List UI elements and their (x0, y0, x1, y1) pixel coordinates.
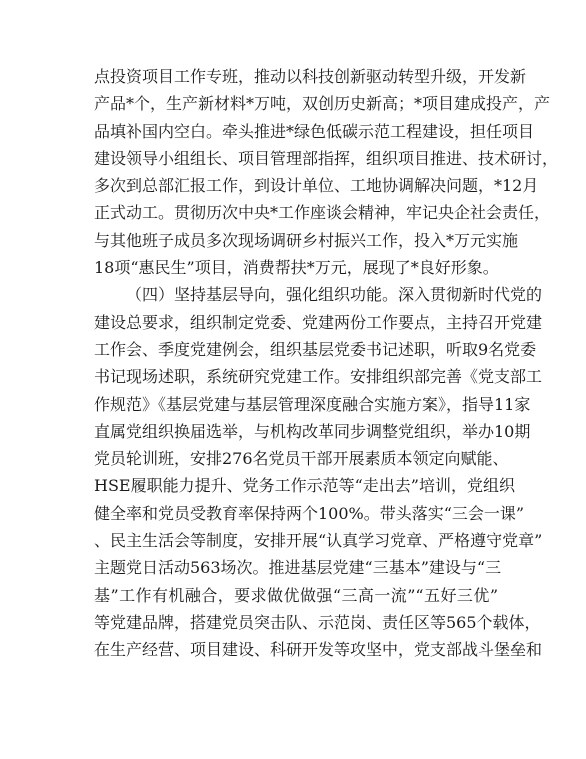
text-line: 与其他班子成员多次现场调研乡村振兴工作，投入*万元实施 (94, 230, 519, 250)
body-text (94, 63, 559, 664)
text-line: 工作会、季度党建例会，组织基层党委书记述职，听取9名党委 (94, 339, 537, 359)
text-line: 作规范》《基层党建与基层管理深度融合实施方案》，指导11家 (94, 394, 531, 414)
text-line: 正式动工。贯彻历次中央*工作座谈会精神，牢记央企社会责任， (94, 203, 551, 223)
text-line: 在生产经营、项目建设、科研开发等攻坚中，党支部战斗堡垒和 (94, 640, 543, 660)
text-line: 建设总要求，组织制定党委、党建两份工作要点，主持召开党建 (94, 312, 543, 332)
text-line: 建设领导小组组长、项目管理部指挥，组织项目推进、技术研讨， (94, 148, 559, 168)
text-line: 18项“惠民生”项目，消费帮扶*万元，展现了*良好形象。 (94, 258, 499, 278)
text-line: 健全率和党员受教育率保持两个100%。带头落实“三会一课” (94, 503, 525, 523)
text-line: 点投资项目工作专班，推动以科技创新驱动转型升级，开发新 (94, 67, 527, 86)
text-line: 主题党日活动563场次。推进基层党建“三基本”建设与“三 (94, 558, 502, 578)
text-line: 产品*个，生产新材料*万吨，双创历史新高；*项目建成投产，产 (94, 94, 551, 114)
text-line: 直属党组织换届选举，与机构改革同步调整党组织，举办10期 (94, 421, 531, 441)
text-line: 多次到总部汇报工作，到设计单位、工地协调解决问题，*12月 (94, 176, 539, 196)
section-heading-line: （四）坚持基层导向，强化组织功能。深入贯彻新时代党的 (126, 285, 543, 305)
text-line: HSE履职能力提升、党务工作示范等“走出去”培训，党组织 (94, 476, 515, 496)
text-line: 党员轮训班，安排276名党员干部开展素质本领定向赋能、 (94, 449, 509, 469)
text-line: 品填补国内空白。牵头推进*绿色低碳示范工程建设，担任项目 (94, 121, 535, 141)
text-line: 、民主生活会等制度，安排开展“认真学习党章、严格遵守党章” (94, 531, 543, 551)
text-line: 基”工作有机融合，要求做优做强“三高一流”“五好三优” (94, 585, 498, 605)
text-line: 书记现场述职，系统研究党建工作。安排组织部完善《党支部工 (94, 367, 543, 387)
text-line: 等党建品牌，搭建党员突击队、示范岗、责任区等565个载体， (94, 612, 541, 632)
